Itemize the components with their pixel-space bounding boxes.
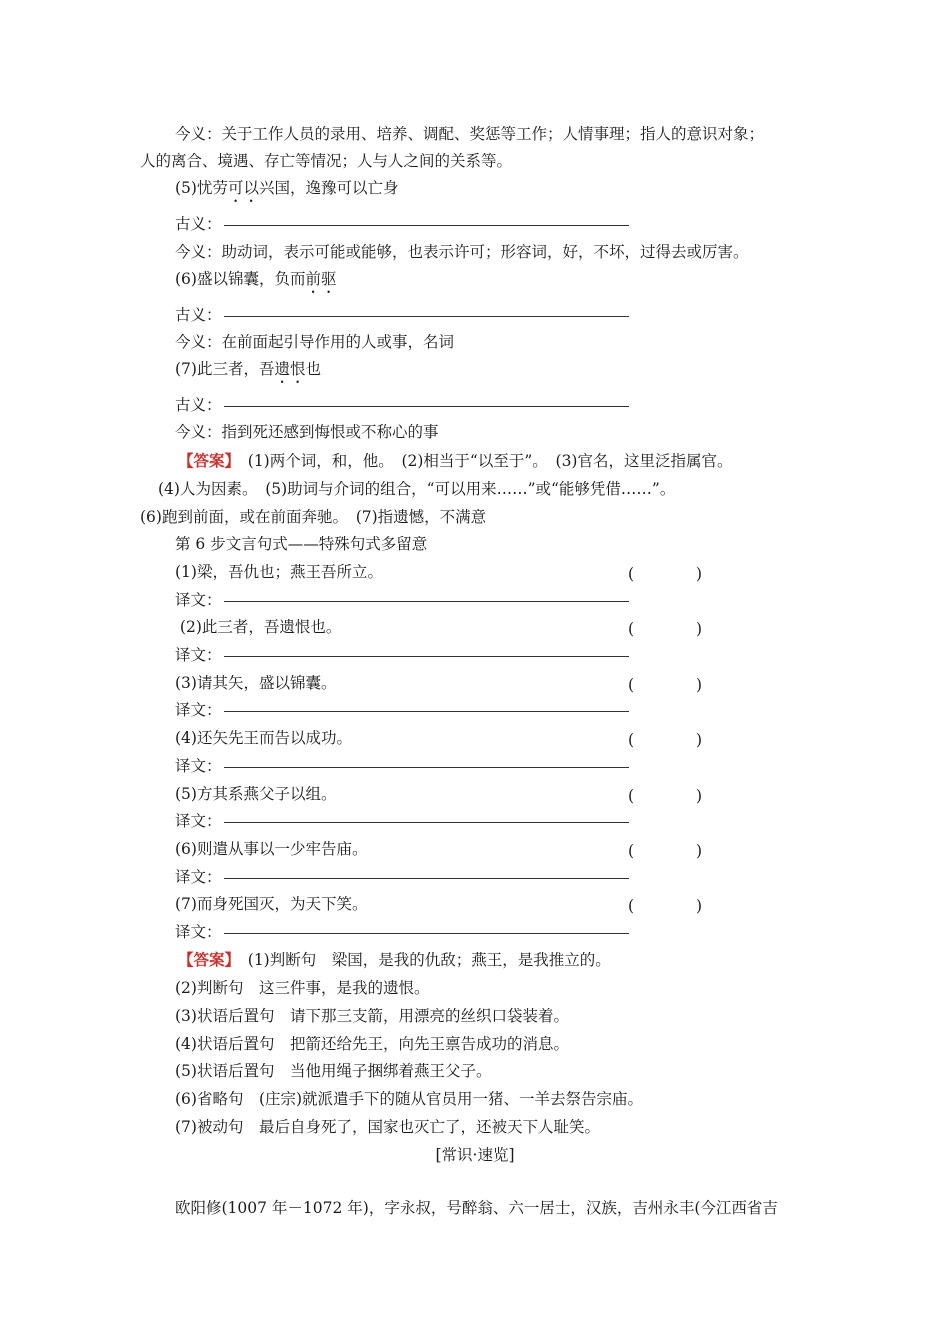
translate-blank[interactable] [224, 766, 629, 768]
q6-guyi-blank[interactable] [224, 315, 629, 317]
q5-guyi: 古义： [175, 214, 629, 234]
answer2-line: (5)状语后置句 当他用绳子捆绑着燕王父子。 [175, 1062, 492, 1080]
q5-jinyi: 今义：助动词，表示可能或能够，也表示许可；形容词，好，不坏，过得去或厉害。 [175, 243, 749, 261]
answer2-line: (7)被动句 最后自身死了，国家也灭亡了，还被天下人耻笑。 [175, 1118, 600, 1136]
answer1-line-1: 【答案】 (1)两个词，和，他。 (2)相当于“以至于”。 (3)官名，这里泛指属官。 [178, 451, 733, 470]
step6-item: (4)还矢先王而告以成功。 [175, 729, 352, 747]
translate-blank[interactable] [224, 655, 629, 657]
q7-jinyi: 今义：指到死还感到悔恨或不称心的事 [175, 423, 439, 441]
step6-heading: 第 6 步文言句式——特殊句式多留意 [175, 535, 428, 553]
step6-item: (6)则遣从事以一少牢告庙。 [175, 840, 368, 858]
jinyi-4-line-1: 今义：关于工作人员的录用、培养、调配、奖惩等工作；人情事理；指人的意识对象； [175, 125, 765, 143]
answer2-line: (4)状语后置句 把箭还给先王，向先王禀告成功的消息。 [175, 1035, 569, 1053]
answer2-line: (2)判断句 这三件事，是我的遗恨。 [175, 979, 430, 997]
answer2-line: 【答案】 (1)判断句 梁国，是我的仇敌；燕王，是我推立的。 [178, 950, 611, 969]
answer-paren[interactable]: ( ) [628, 787, 703, 805]
translate-row: 译文： [175, 867, 629, 887]
step6-item: (3)请其矢，盛以锦囊。 [175, 674, 337, 692]
translate-blank[interactable] [224, 600, 629, 602]
answer2-line: (6)省略句 (庄宗)就派遣手下的随从官员用一猪、一羊去祭告宗庙。 [175, 1090, 644, 1108]
step6-item: (7)而身死国灭，为天下笑。 [175, 895, 368, 913]
bio-line: 欧阳修(1007 年－1072 年)，字永叔，号醉翁、六一居士，汉族，吉州永丰(今江西省吉 [175, 1199, 778, 1217]
translate-row: 译文： [175, 645, 629, 665]
answer-paren[interactable]: ( ) [628, 897, 703, 915]
answer2-line: (3)状语后置句 请下那三支箭，用漂亮的丝织口袋装着。 [175, 1007, 569, 1025]
answer-paren[interactable]: ( ) [628, 842, 703, 860]
section-heading: [常识·速览] [435, 1146, 515, 1164]
q5-title: (5)忧劳可以兴国，逸豫可以亡身 [175, 179, 399, 197]
answer-paren[interactable]: ( ) [628, 565, 703, 583]
q6-guyi: 古义： [175, 305, 629, 325]
q7-guyi: 古义： [175, 395, 629, 415]
answer-paren[interactable]: ( ) [628, 676, 703, 694]
translate-row: 译文： [175, 922, 629, 942]
translate-blank[interactable] [224, 877, 629, 879]
answer-paren[interactable]: ( ) [628, 731, 703, 749]
answer2-tag: 【答案】 [178, 950, 233, 969]
answer-paren[interactable]: ( ) [628, 620, 703, 638]
translate-row: 译文： [175, 756, 629, 776]
answer1-line-3: (6)跑到前面，或在前面奔驰。 (7)指遗憾，不满意 [140, 508, 487, 526]
translate-row: 译文： [175, 811, 629, 831]
answer1-line-2: (4)人为因素。 (5)助词与介词的组合，“可以用来……”或“能够凭借……”。 [158, 480, 676, 498]
q6-title: (6)盛以锦囊，负而前驱 [175, 270, 337, 288]
q7-title: (7)此三者，吾遗恨也 [175, 360, 321, 378]
q5-guyi-blank[interactable] [224, 224, 629, 226]
q7-guyi-blank[interactable] [224, 405, 629, 407]
step6-item: (2)此三者，吾遗恨也。 [175, 618, 342, 636]
translate-blank[interactable] [224, 821, 629, 823]
translate-row: 译文： [175, 700, 629, 720]
translate-blank[interactable] [224, 710, 629, 712]
step6-item: (1)梁，吾仇也；燕王吾所立。 [175, 563, 383, 581]
step6-item: (5)方其系燕父子以组。 [175, 785, 337, 803]
answer1-tag: 【答案】 [178, 451, 233, 470]
translate-row: 译文： [175, 590, 629, 610]
translate-blank[interactable] [224, 932, 629, 934]
jinyi-4-line-2: 人的离合、境遇、存亡等情况；人与人之间的关系等。 [140, 152, 513, 170]
q6-jinyi: 今义：在前面起引导作用的人或事，名词 [175, 333, 455, 351]
